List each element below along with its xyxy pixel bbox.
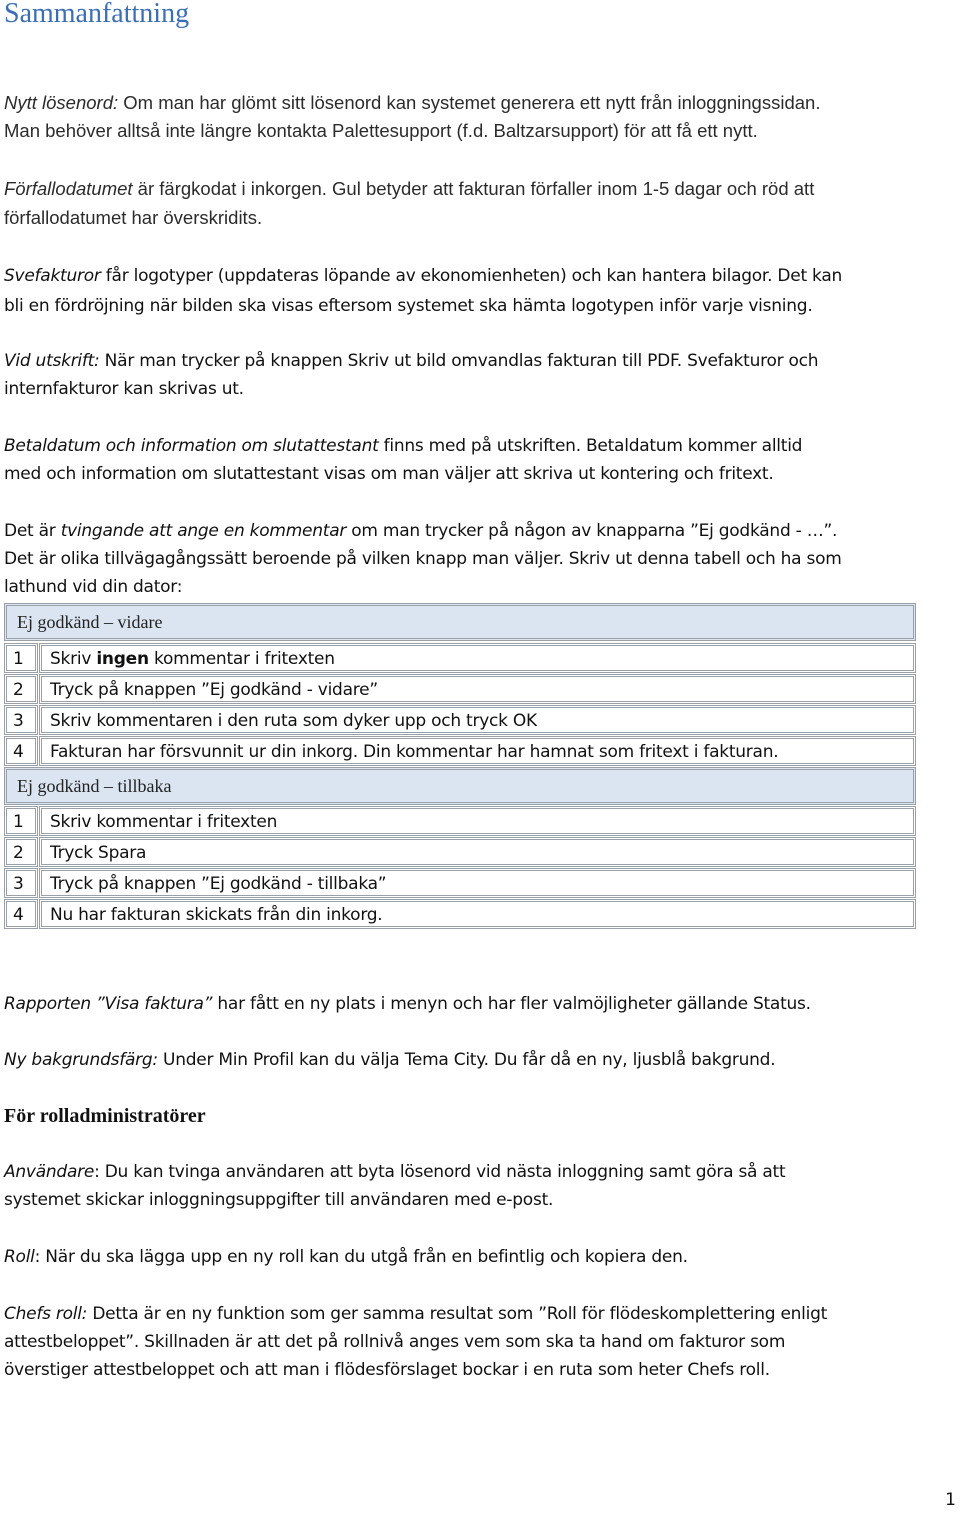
table-row bbox=[4, 899, 916, 929]
table-row bbox=[4, 736, 916, 766]
step-text-cell: Fakturan har försvunnit ur din inkorg. Din kommentar har hamnat som fritext i fakturan. bbox=[39, 736, 916, 766]
table-row bbox=[4, 868, 916, 898]
label-print: Vid utskrift: bbox=[4, 351, 100, 371]
paragraph-mandatory-comment: Det är tvingande att ange en kommentar om man trycker på någon av knapparna ”Ej godkänd - …”. Det är olika tillvägagångssätt beroende på vilken knapp man väljer. Skriv ut denna tabell och ha som lathund vid din dator: bbox=[4, 521, 842, 597]
step-text-cell: Tryck Spara bbox=[39, 837, 916, 867]
paragraph-payment-date: Betaldatum och information om slutattestant finns med på utskriften. Betaldatum kommer alltid med och information om slutattestant visas om man väljer att skriva ut kontering och fritext. bbox=[4, 436, 803, 484]
paragraph-report: Rapporten ”Visa faktura” har fått en ny plats i menyn och har fler valmöjligheter gällande Status. bbox=[4, 994, 811, 1014]
step-number-cell: 3 bbox=[4, 705, 38, 735]
step-number-cell: 2 bbox=[4, 674, 38, 704]
label-manager-role: Chefs roll: bbox=[4, 1304, 88, 1324]
step-number-cell: 3 bbox=[4, 868, 38, 898]
paragraph-due-date: Förfallodatumet är färgkodat i inkorgen. Gul betyder att fakturan förfaller inom 1-5 dagar och röd att förfallodatumet har överskridits. bbox=[4, 178, 815, 228]
label-payment-date: Betaldatum och information om slutattestant bbox=[4, 436, 379, 456]
step-number-cell: 1 bbox=[4, 643, 38, 673]
step-text-cell: Tryck på knappen ”Ej godkänd - tillbaka” bbox=[39, 868, 916, 898]
paragraph-users: Användare: Du kan tvinga användaren att byta lösenord vid nästa inloggning samt göra så att systemet skickar inloggningsuppgifter till användaren med e-post. bbox=[4, 1162, 786, 1210]
table-row bbox=[4, 643, 916, 673]
label-new-password: Nytt lösenord: bbox=[4, 92, 119, 113]
table-header-label: Ej godkänd – tillbaka bbox=[17, 776, 172, 796]
emph-mandatory-comment: tvingande att ange en kommentar bbox=[60, 521, 347, 541]
step-number-cell: 4 bbox=[4, 899, 38, 929]
label-svefakturor: Svefakturor bbox=[4, 266, 101, 286]
paragraph-svefakturor: Svefakturor får logotyper (uppdateras löpande av ekonomienheten) och kan hantera bilagor. Det kan bli en fördröjning när bilden ska visas eftersom systemet ska hämta logotypen inför varje visning. bbox=[4, 266, 843, 316]
label-due-date: Förfallodatumet bbox=[4, 178, 133, 199]
table-header-label: Ej godkänd – vidare bbox=[17, 612, 163, 632]
table-header bbox=[4, 603, 916, 641]
step-number-cell: 4 bbox=[4, 736, 38, 766]
step-number-cell: 2 bbox=[4, 837, 38, 867]
table-row bbox=[4, 674, 916, 704]
paragraph-new-password: Nytt lösenord: Om man har glömt sitt lösenord kan systemet generera ett nytt från inloggningssidan. Man behöver alltså inte längre kontakta Palettesupport (f.d. Baltzarsupport) för att få ett nytt. bbox=[4, 92, 821, 141]
step-text-cell: Tryck på knappen ”Ej godkänd - vidare” bbox=[39, 674, 916, 704]
paragraph-role: Roll: När du ska lägga upp en ny roll kan du utgå från en befintlig och kopiera den. bbox=[4, 1247, 688, 1267]
step-text-cell: Skriv ingen kommentar i fritexten bbox=[39, 643, 916, 673]
step-text-cell: Skriv kommentaren i den ruta som dyker upp och tryck OK bbox=[39, 705, 916, 735]
page-title: Sammanfattning bbox=[4, 0, 190, 29]
section-heading-role-admins: För rolladministratörer bbox=[4, 1105, 206, 1127]
table-row bbox=[4, 705, 916, 735]
emph-no-comment: ingen bbox=[96, 649, 149, 669]
label-report: Rapporten ”Visa faktura” bbox=[4, 994, 213, 1014]
label-users: Användare bbox=[4, 1162, 95, 1182]
page-number: 1 bbox=[945, 1490, 956, 1510]
label-role: Roll bbox=[4, 1247, 35, 1267]
table-row bbox=[4, 806, 916, 836]
table-row bbox=[4, 837, 916, 867]
table-header bbox=[4, 767, 916, 805]
paragraph-background-color: Ny bakgrundsfärg: Under Min Profil kan du välja Tema City. Du får då en ny, ljusblå bakgrund. bbox=[4, 1050, 776, 1070]
step-number-cell: 1 bbox=[4, 806, 38, 836]
step-text-cell: Skriv kommentar i fritexten bbox=[39, 806, 916, 836]
step-text-cell: Nu har fakturan skickats från din inkorg. bbox=[39, 899, 916, 929]
paragraph-manager-role: Chefs roll: Detta är en ny funktion som ger samma resultat som ”Roll för flödeskomplettering enligt attestbeloppet”. Skillnaden är att det på rollnivå anges vem som ska ta hand om fakturor som överstiger attestbeloppet och att man i flödesförslaget bockar i en ruta som heter Chefs roll. bbox=[4, 1304, 828, 1380]
paragraph-print: Vid utskrift: När man trycker på knappen Skriv ut bild omvandlas fakturan till PDF. Svefakturor och internfakturor kan skrivas ut. bbox=[4, 351, 819, 399]
label-background-color: Ny bakgrundsfärg: bbox=[4, 1050, 158, 1070]
